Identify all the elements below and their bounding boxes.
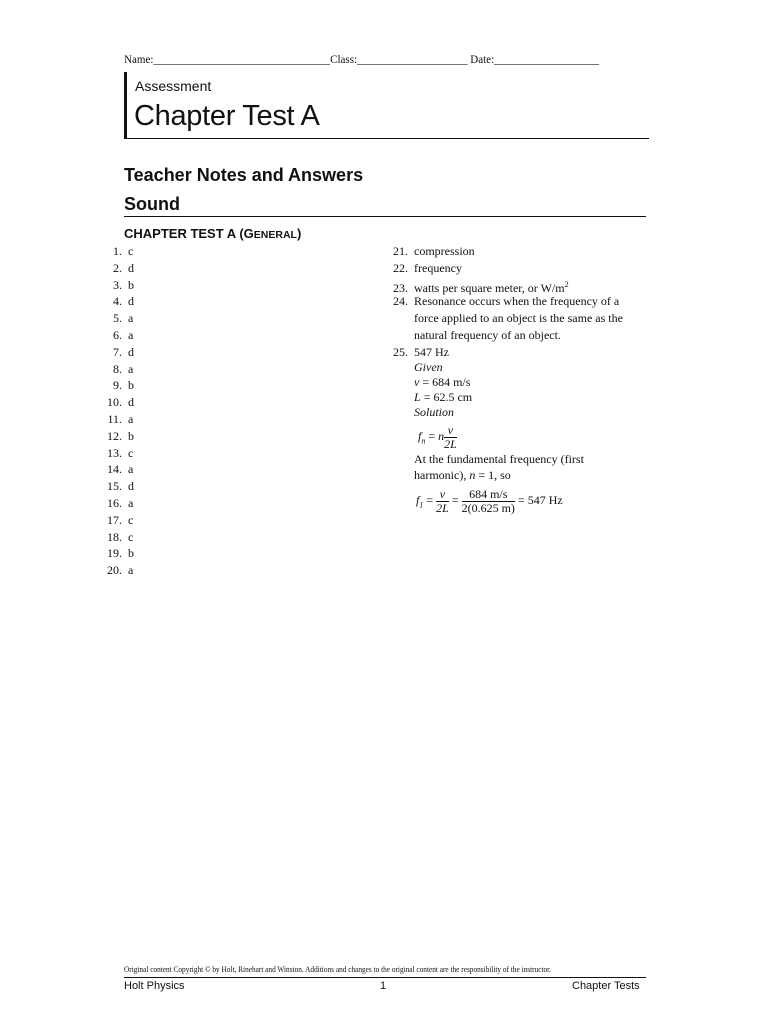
class-blank: ____________________: [357, 52, 468, 66]
fundamental-equation: $f_1$ = $\frac{v}{2L}$ = $\frac{684 m/s}{2(0.625 m)}$ = 547 Hz: [416, 486, 563, 515]
given-length: L = 62.5 cm: [414, 390, 473, 404]
answers-right-column: [388, 243, 648, 523]
answer-item: 19. b: [107, 546, 134, 561]
fundamental-explain-line-2: harmonic), n = 1, so: [414, 468, 511, 482]
answer-item: 14. a: [107, 462, 134, 477]
fundamental-explain-line-1: At the fundamental frequency (first: [414, 452, 584, 466]
answer-21: 21. compression: [393, 244, 475, 258]
answer-item: 8. a: [113, 361, 134, 376]
footer-section-name: Chapter Tests: [572, 980, 640, 992]
answer-item: 15. d: [107, 479, 134, 494]
date-blank: ___________________: [494, 52, 600, 66]
answer-24-line-3: natural frequency of an object.: [414, 328, 561, 342]
given-velocity: v = 684 m/s: [414, 375, 471, 389]
answer-item: 13. c: [107, 445, 134, 460]
footer-page-number: 1: [380, 980, 387, 992]
footer-book-title: Holt Physics: [124, 980, 185, 992]
given-label: Given: [414, 360, 443, 374]
harmonic-equation: $f_n = n$ $\frac{v}{2L}$: [418, 422, 457, 451]
section-divider: [124, 216, 646, 217]
answer-item: 9. b: [113, 378, 134, 393]
name-blank: ________________________________: [153, 52, 331, 66]
answer-item: 18. c: [107, 529, 134, 544]
answer-item: 7. d: [113, 344, 134, 359]
section-subject: Sound: [124, 194, 180, 214]
answer-item: 17. c: [107, 512, 134, 527]
copyright-notice: Original content Copyright © by Holt, Rinehart and Winston. Additions and changes to the original content are the responsibility of the instructor.: [124, 964, 552, 974]
answer-item: 1. c: [113, 244, 134, 258]
answers-left-column: [102, 243, 134, 579]
assessment-label: Assessment: [135, 78, 212, 94]
answer-item: 11. a: [107, 411, 134, 426]
answer-item: 16. a: [107, 495, 134, 510]
answer-item: 6. a: [113, 327, 134, 342]
answer-item: 5. a: [113, 311, 134, 326]
name-label: Name:: [124, 52, 154, 66]
answer-22: 22. frequency: [393, 260, 462, 275]
answer-item: 20. a: [107, 563, 134, 578]
class-label: Class:: [330, 52, 358, 66]
footer-divider: [124, 977, 646, 978]
section-title: Teacher Notes and Answers: [124, 165, 364, 185]
answer-24: 24. Resonance occurs when the frequency of a: [393, 294, 620, 309]
answer-item: 10. d: [107, 395, 134, 410]
answer-item: 2. d: [113, 260, 134, 275]
chapter-title: Chapter Test A: [134, 100, 320, 132]
answer-23: 23. watts per square meter, or $W/m^2$: [393, 279, 569, 295]
answer-item: 3. b: [113, 277, 134, 292]
student-info-line: [124, 52, 604, 67]
answer-item: 4. d: [113, 294, 134, 309]
answer-25: 25. 547 Hz: [393, 344, 449, 359]
date-label: Date:: [470, 52, 495, 66]
chapter-test-subhead: CHAPTER TEST A (GENERAL): [124, 226, 302, 241]
answer-item: 12. b: [107, 428, 134, 443]
answer-24-line-2: force applied to an object is the same as the: [414, 311, 623, 326]
solution-label: Solution: [414, 405, 455, 419]
